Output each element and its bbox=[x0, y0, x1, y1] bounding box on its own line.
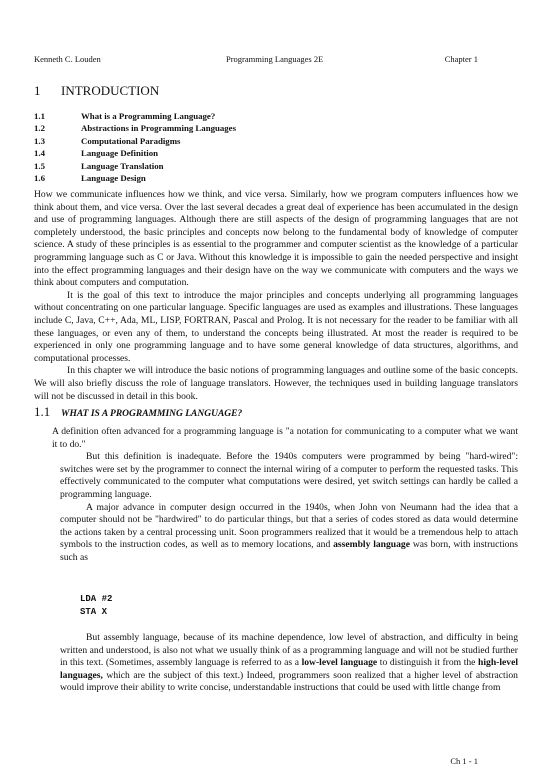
code-line: STA X bbox=[80, 606, 108, 617]
toc-title: What is a Programming Language? bbox=[81, 111, 216, 121]
section-heading bbox=[34, 403, 242, 421]
toc-title: Language Translation bbox=[81, 160, 164, 171]
chapter-contents bbox=[34, 110, 236, 184]
section-title: WHAT IS A PROGRAMMING LANGUAGE? bbox=[61, 409, 243, 419]
intro-paragraph: It is the goal of this text to introduce the major principles and concepts underlying all programming languages without concentrating on one particular language. Specific languages are used as examples and illustrations. These languages include C, Java, C++, Ada, ML, LISP, FORTRAN, Pascal and Prolog. It is not necessary for the reader to be familiar with all these languages, or even any of them, to understand the concepts being illustrated. At most the reader is required to be experienced in only one programming language and to have some general knowledge of data structures, algorithms, and computational processes. bbox=[34, 289, 518, 364]
toc-title: Language Design bbox=[81, 172, 146, 183]
section-paragraph: But this definition is inadequate. Before the 1940s computers were programmed by being "hard-wired": switches were set by the programmer to connect the internal wiring of a computer to perform the requested tasks. This effectively communicated to the computer what computations were desired, yet switch settings can hardly be called a programming language. bbox=[60, 451, 518, 500]
toc-item bbox=[34, 147, 236, 159]
running-header bbox=[34, 54, 478, 66]
text-run: to distinguish it from the bbox=[379, 657, 476, 669]
header-book-title: Programming Languages 2E bbox=[226, 54, 324, 64]
code-line: LDA #2 bbox=[80, 594, 113, 604]
page-number: Ch 1 - 1 bbox=[450, 756, 478, 766]
section-paragraph bbox=[60, 632, 518, 695]
toc-number: 1.6 bbox=[34, 172, 45, 183]
toc-item bbox=[34, 160, 236, 172]
after-code-text bbox=[60, 632, 518, 695]
intro-paragraph: How we communicate influences how we think, and vice versa. Similarly, how we program computers influences how we think about them, and vice versa. Over the last several decades a great deal of experience has been accumulated in the design and use of programming languages. Although there are still aspects of the design of programming languages that are not completely understood, the basic principles and concepts now belong to the fundamental body of knowledge of computer science. A study of these principles is as essential to the programmer and computer scientist as the knowledge of a particular programming language such as C or Java. Without this knowledge it is impossible to gain the needed perspective and insight into the effect programming languages and their design have on the way we communicate with computers and the ways we think about computers and computation. bbox=[34, 189, 518, 289]
header-chapter: Chapter 1 bbox=[444, 54, 478, 64]
toc-title: Abstractions in Programming Languages bbox=[81, 123, 237, 134]
section-text-run: A major advance in computer design occurred in the 1940s, when John von Neumann had the idea that a computer should not be "hardwired" to do particular things, but that a series of codes stored as data would determine the actions taken by a central processing unit. Soon programmers realized that it would be a tremendous help to attach symbols to the instruction codes, as well as to memory locations, and bbox=[60, 501, 518, 551]
toc-item bbox=[34, 172, 236, 184]
chapter-heading bbox=[34, 83, 159, 99]
text-run: which are the subject of this text.) Indeed, programmers soon realized that a higher level of abstraction would improve their ability to write concise, understandable instructions that could be used with little change from bbox=[60, 669, 518, 694]
toc-number: 1.5 bbox=[34, 160, 45, 171]
toc-number: 1.4 bbox=[34, 148, 45, 159]
chapter-title: INTRODUCTION bbox=[61, 83, 160, 98]
toc-title: Language Definition bbox=[81, 148, 158, 159]
term-low-level-language: low-level language bbox=[301, 657, 378, 669]
toc-title: Computational Paradigms bbox=[81, 135, 181, 146]
term-assembly-language: assembly language bbox=[333, 539, 410, 551]
toc-number: 1.1 bbox=[34, 111, 45, 121]
toc-item bbox=[34, 122, 236, 134]
term-high-level-languages: high-level languages, bbox=[60, 657, 518, 681]
section-text-run: was born, with instructions such as bbox=[60, 539, 519, 563]
text-run: But assembly language, because of its machine dependence, low level of abstraction, and difficulty in being written and understood, is also not what we usually think of as a programming language and will not be studied further in this text. (Sometimes, assembly language is referred to as a bbox=[60, 632, 518, 669]
section-text bbox=[52, 426, 519, 565]
toc-number: 1.2 bbox=[34, 123, 45, 134]
section-paragraph: A definition often advanced for a programming language is "a notation for communicating to a computer what we want it to do." bbox=[52, 426, 518, 450]
intro-paragraph: In this chapter we will introduce the basic notions of programming languages and outline some of the basic concepts. We will also briefly discuss the role of language translators. However, the techniques used in building language translators will not be discussed in detail in this book. bbox=[34, 365, 518, 402]
toc-item bbox=[34, 110, 236, 122]
section-number: 1.1 bbox=[34, 404, 51, 419]
code-sample bbox=[80, 593, 112, 618]
header-author: Kenneth C. Louden bbox=[34, 54, 101, 64]
chapter-number: 1 bbox=[34, 83, 41, 98]
toc-item bbox=[34, 135, 236, 147]
intro-text bbox=[34, 189, 518, 403]
section-paragraph bbox=[60, 502, 518, 565]
toc-number: 1.3 bbox=[34, 135, 45, 146]
